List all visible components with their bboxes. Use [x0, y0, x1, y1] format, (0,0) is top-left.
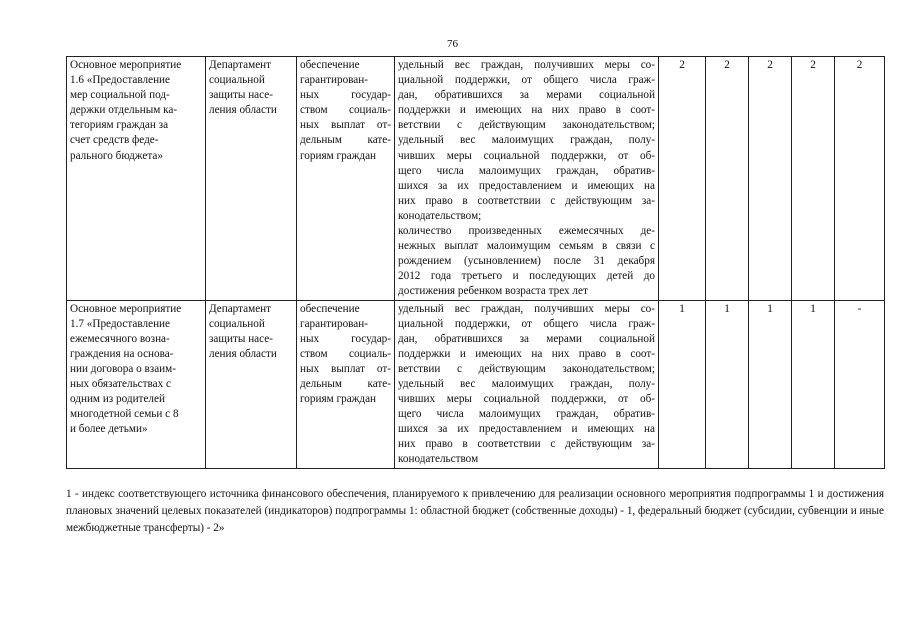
activity-cell-line: ных обязательствах с [70, 377, 171, 390]
activity-cell-line: счет средств феде- [70, 134, 159, 147]
indicators-cell-line: шихся за их предоставлением и имеющих на [398, 179, 655, 192]
activity-cell-line: ежемесячного возна- [70, 332, 170, 345]
purpose-cell-line: ных государ- [300, 332, 391, 345]
indicators-cell-line: нежных выплат малоимущим семьям в связи с [398, 240, 655, 253]
executor-cell-line: защиты насе- [209, 332, 273, 345]
indicators-cell-line: шихся за их предоставлением и имеющих на [398, 423, 655, 436]
indicators-cell-line: них право в соответствии с действующим за- [398, 438, 655, 451]
value-cell: 2 [749, 57, 792, 301]
activity-cell-line: Основное мероприятие [70, 59, 182, 71]
indicators-cell-line: щего числа малоимущих граждан, обратив- [398, 408, 655, 421]
value-cell: 2 [706, 57, 749, 301]
executor-cell-line: защиты насе- [209, 89, 273, 102]
activity-cell-line: тегориям граждан за [70, 119, 169, 132]
purpose-cell-line: гориям граждан [300, 393, 377, 406]
indicators-cell-line: рождением (усыновлением) после 31 декабря [398, 255, 655, 268]
value-cell: 1 [659, 300, 706, 468]
purpose-cell-line: ных выплат от- [300, 119, 391, 132]
purpose-cell-line: дельным кате- [300, 134, 391, 147]
purpose-cell-line: гориям граждан [300, 149, 377, 162]
activity-cell-line: одним из родителей [70, 393, 165, 406]
executor-cell [206, 57, 297, 301]
activity-cell-line: граждения на основа- [70, 347, 174, 360]
executor-cell-line: ления области [209, 104, 277, 117]
indicators-cell-line: конодательством; [398, 209, 482, 222]
table-row [67, 300, 885, 468]
value-cell: 2 [835, 57, 885, 301]
executor-cell [206, 300, 297, 468]
purpose-cell-line: ством социаль- [300, 104, 391, 117]
activity-cell [67, 57, 206, 301]
activity-cell-line: 1.7 «Предоставление [70, 317, 171, 330]
activity-cell-line: многодетной семьи с 8 [70, 408, 179, 421]
indicators-cell-line: 2012 года третьего и последующих детей до [398, 270, 655, 283]
purpose-cell-line: обеспечение [300, 59, 360, 71]
activities-table [66, 56, 885, 469]
executor-cell-line: социальной [209, 74, 265, 87]
indicators-cell-line: чивших меры социальной поддержки, от об- [398, 149, 655, 162]
indicators-cell-line: циальной поддержки, от общего числа граж- [398, 74, 655, 87]
executor-cell-line: Департамент [209, 302, 272, 315]
indicators-cell-line: дан, обратившихся за мерами социальной [398, 332, 655, 345]
activity-cell [67, 300, 206, 468]
indicators-cell-line: циальной поддержки, от общего числа граж- [398, 317, 655, 330]
indicators-cell-line: достижения ребенком возраста трех лет [398, 285, 588, 298]
value-cell: - [835, 300, 885, 468]
executor-cell-line: Департамент [209, 59, 272, 71]
purpose-cell-line: дельным кате- [300, 377, 391, 390]
indicators-cell-line: удельный вес малоимущих граждан, полу- [398, 377, 655, 390]
indicators-cell-line: конодательством [398, 453, 479, 466]
indicators-cell-line: чивших меры социальной поддержки, от об- [398, 393, 655, 406]
activity-cell-line: рального бюджета» [70, 149, 163, 162]
purpose-cell-line: обеспечение [300, 302, 360, 315]
purpose-cell-line: гарантирован- [300, 74, 368, 87]
indicators-cell-line: дан, обратившихся за мерами социальной [398, 89, 655, 102]
indicators-cell-line: ветствии с действующим законодательством; [398, 362, 655, 375]
indicators-cell-line: них право в соответствии с действующим за- [398, 194, 655, 207]
footnote: 1 - индекс соответствующего источника финансового обеспечения, планируемого к привлечению для реализации основного мероприятия подпрограммы 1 и достижения плановых значений целевых показателей (индикаторов) подпрограммы 1: областной бюджет (собственные доходы) - 1, федеральный бюджет (субсидии, субвенции и иные межбюджетные трансферты) - 2» [66, 488, 884, 534]
executor-cell-line: социальной [209, 317, 265, 330]
indicators-cell-line: щего числа малоимущих граждан, обратив- [398, 164, 655, 177]
indicators-cell-line: количество произведенных ежемесячных де- [398, 225, 655, 238]
indicators-cell-line: ветствии с действующим законодательством; [398, 119, 655, 132]
value-cell: 1 [706, 300, 749, 468]
indicators-cell-line: поддержки и имеющих на них право в соот- [398, 104, 655, 117]
purpose-cell [297, 300, 395, 468]
indicators-cell-line: поддержки и имеющих на них право в соот- [398, 347, 655, 360]
executor-cell-line: ления области [209, 347, 277, 360]
purpose-cell [297, 57, 395, 301]
table-row [67, 57, 885, 301]
purpose-cell-line: ных выплат от- [300, 362, 391, 375]
activity-cell-line: держки отдельным ка- [70, 104, 178, 117]
purpose-cell-line: гарантирован- [300, 317, 368, 330]
purpose-cell-line: ством социаль- [300, 347, 391, 360]
activity-cell-line: 1.6 «Предоставление [70, 74, 171, 87]
activity-cell-line: нии договора о взаим- [70, 362, 176, 375]
indicators-cell-line: удельный вес малоимущих граждан, полу- [398, 134, 655, 147]
indicators-cell-line: удельный вес граждан, получивших меры со- [398, 302, 655, 315]
value-cell: 1 [749, 300, 792, 468]
activity-cell-line: Основное мероприятие [70, 302, 182, 315]
indicators-cell [395, 300, 659, 468]
indicators-cell [395, 57, 659, 301]
value-cell: 2 [659, 57, 706, 301]
value-cell: 1 [792, 300, 835, 468]
activity-cell-line: мер социальной под- [70, 89, 170, 102]
indicators-cell-line: удельный вес граждан, получивших меры со- [398, 59, 655, 71]
purpose-cell-line: ных государ- [300, 89, 391, 102]
activity-cell-line: и более детьми» [70, 423, 148, 436]
value-cell: 2 [792, 57, 835, 301]
page-number: 76 [447, 38, 458, 50]
